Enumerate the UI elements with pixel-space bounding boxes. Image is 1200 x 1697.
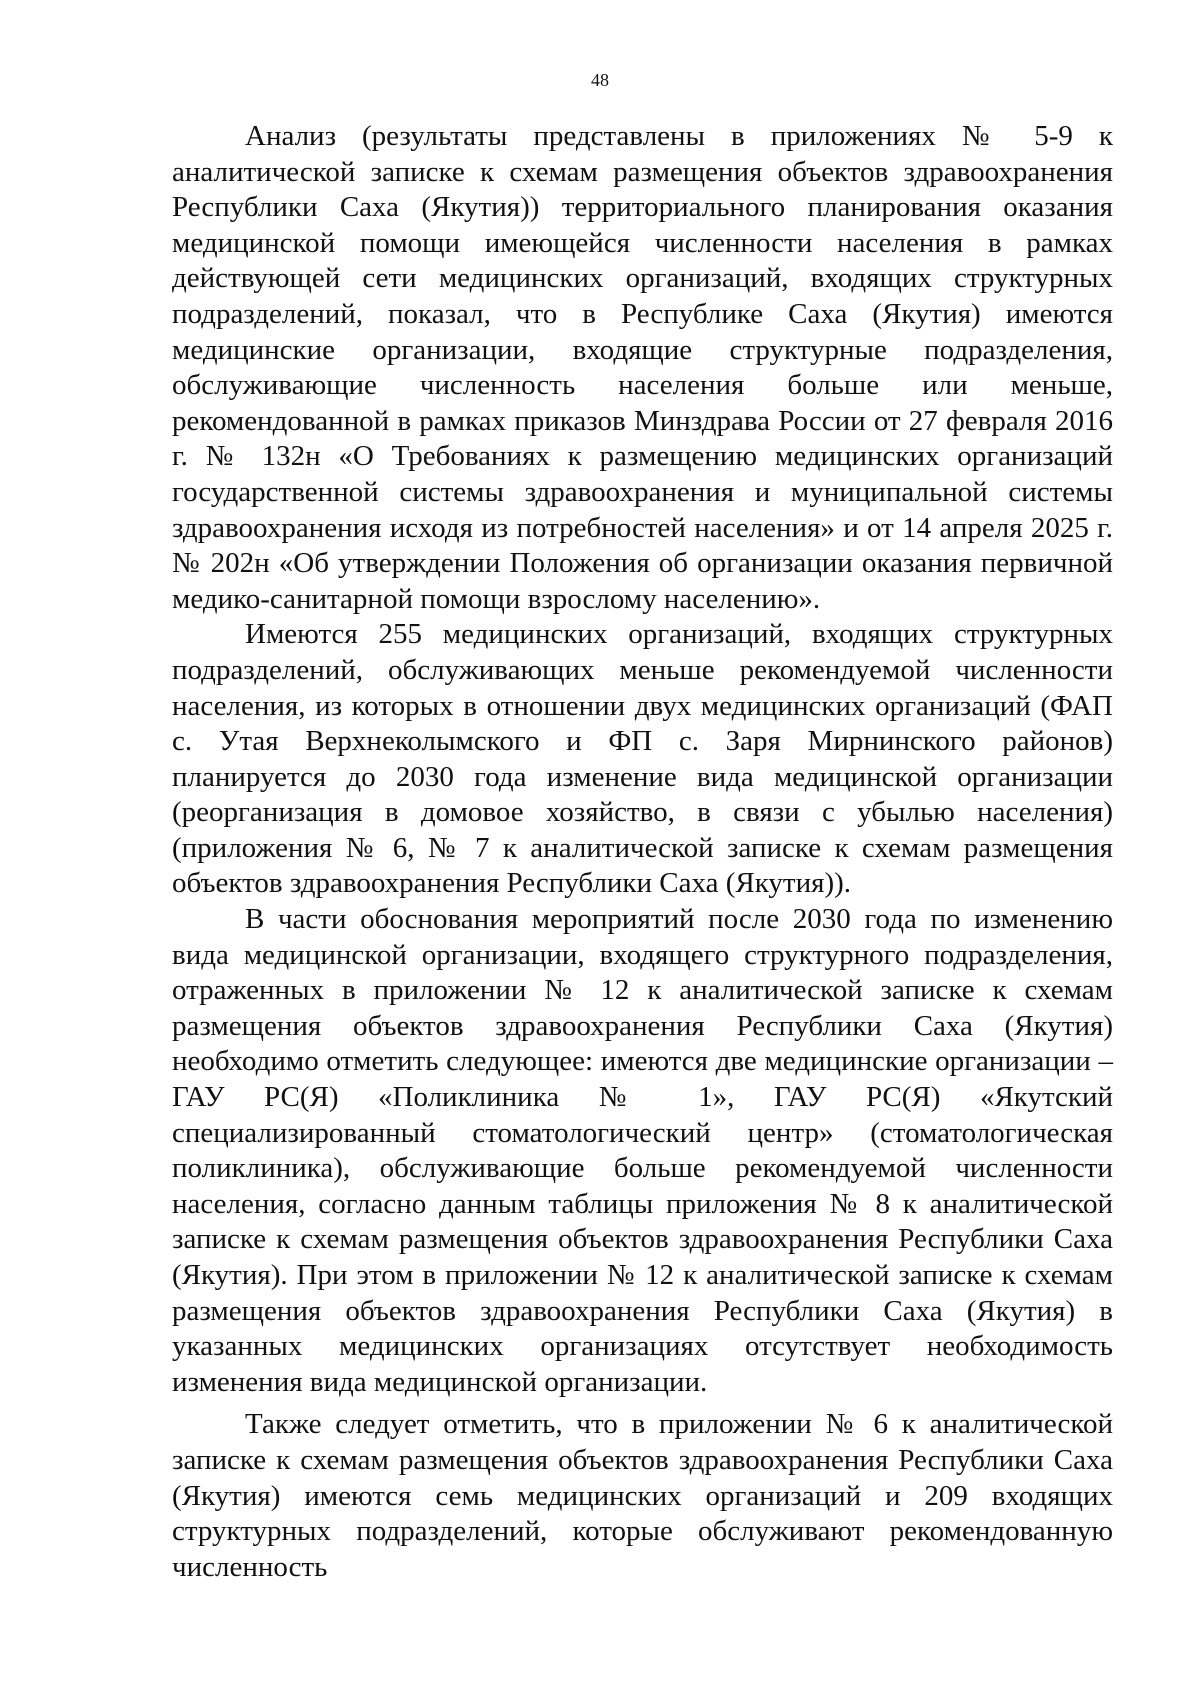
paragraph-appendix-6: Также следует отметить, что в приложении № 6 к аналитической записке к схемам размещения объектов здравоохранения Республики Саха (Якутия) имеются семь медицинских организаций и 209 входящих структурных подразделений, которые обслуживают рекомендованную численность bbox=[172, 1408, 1113, 1583]
paragraph-255-organizations: Имеются 255 медицинских организаций, входящих структурных подразделений, обслуживающих меньше рекомендуемой численности населения, из которых в отношении двух медицинских организаций (ФАП с. Утая Верхнеколымского и ФП с. Заря Мирнинского районов) планируется до 2030 года изменение вида медицинской организации (реорганизация в домовое хозяйство, в связи с убылью населения) (приложения № 6, № 7 к аналитической записке к схемам размещения объектов здравоохранения Республики Саха (Якутия)). bbox=[172, 618, 1113, 900]
paragraph-after-2030: В части обоснования мероприятий после 2030 года по изменению вида медицинской организации, входящего структурного подразделения, отраженных в приложении № 12 к аналитической записке к схемам размещения объектов здравоохранения Республики Саха (Якутия) необходимо отметить следующее: имеются две медицинские организации – ГАУ РС(Я) «Поликлиника № 1», ГАУ РС(Я) «Якутский специализированный стоматологический центр» (стоматологическая поликлиника), обслуживающие больше рекомендуемой численности населения, согласно данным таблицы приложения № 8 к аналитической записке к схемам размещения объектов здравоохранения Республики Саха (Якутия). При этом в приложении № 12 к аналитической записке к схемам размещения объектов здравоохранения Республики Саха (Якутия) в указанных медицинских организациях отсутствует необходимость изменения вида медицинской организации. bbox=[172, 903, 1113, 1398]
document-body bbox=[172, 119, 1113, 1585]
page-number: 48 bbox=[591, 70, 609, 90]
paragraph-analysis: Анализ (результаты представлены в приложениях № 5-9 к аналитической записке к схемам размещения объектов здравоохранения Республики Саха (Якутия)) территориального планирования оказания медицинской помощи имеющейся численности населения в рамках действующей сети медицинских организаций, входящих структурных подразделений, показал, что в Республике Саха (Якутия) имеются медицинские организации, входящие структурные подразделения, обслуживающие численность населения больше или меньше, рекомендованной в рамках приказов Минздрава России от 27 февраля 2016 г. № 132н «О Требованиях к размещению медицинских организаций государственной системы здравоохранения и муниципальной системы здравоохранения исходя из потребностей населения» и от 14 апреля 2025 г. № 202н «Об утверждении Положения об организации оказания первичной медико-санитарной помощи взрослому населению». bbox=[172, 120, 1113, 615]
